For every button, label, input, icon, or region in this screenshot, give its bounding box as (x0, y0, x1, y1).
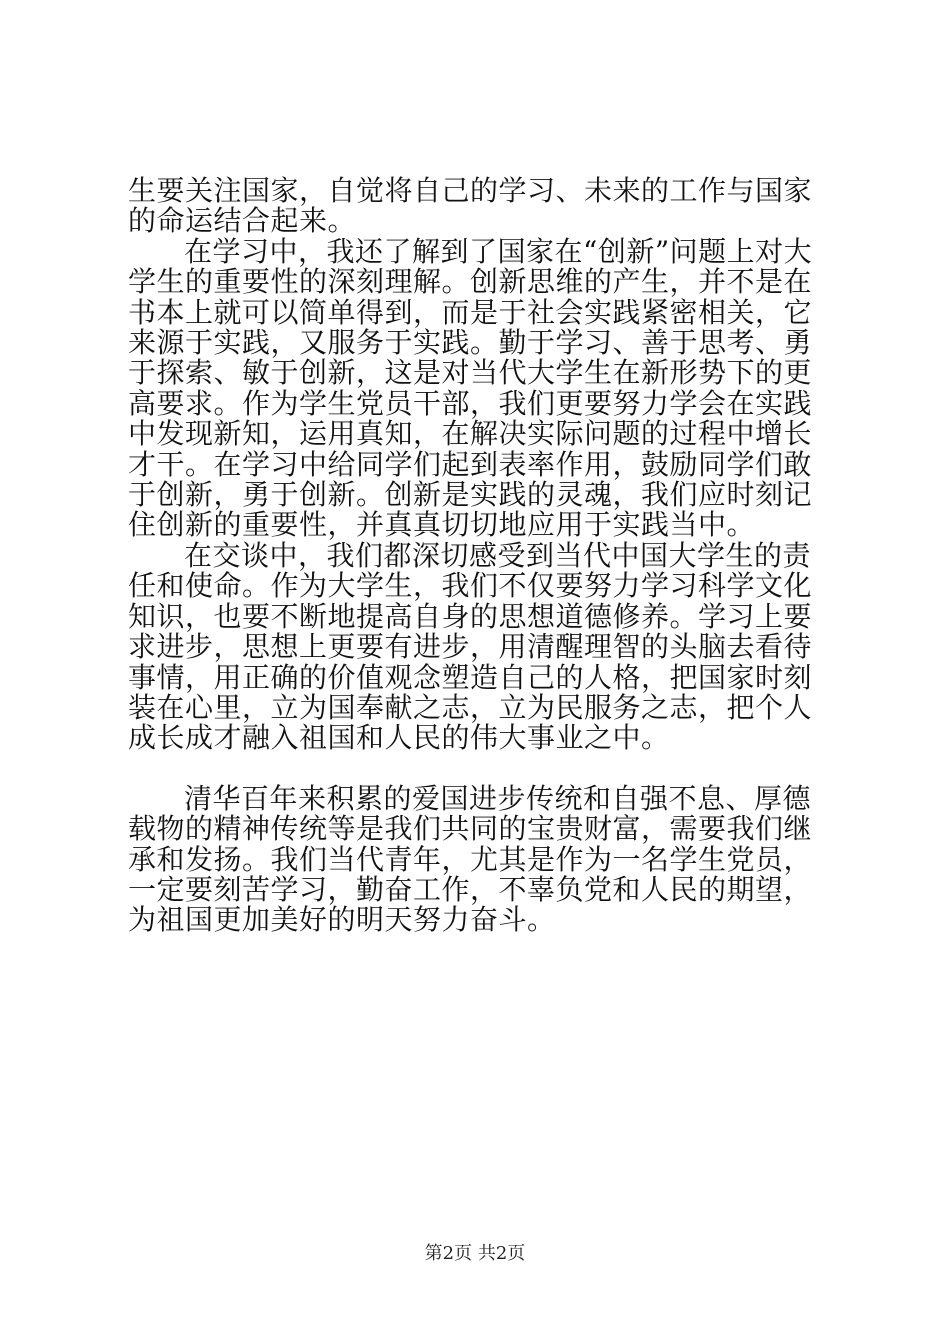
page-number-footer: 第2页 共2页 (424, 1243, 526, 1264)
paragraph-responsibility: 在交谈中，我们都深切感受到当代中国大学生的责任和使命。作为大学生，我们不仅要努力学习科学文化知识，也要不断地提高自身的思想道德修养。学习上要求进步，思想上更要有进步，用清醒理智的头脑去看待事情，用正确的价值观念塑造自己的人格，把国家时刻装在心里，立为国奉献之志，立为民服务之志，把个人成长成才融入祖国和人民的伟大事业之中。 (128, 538, 813, 755)
paragraph-continuation: 生要关注国家，自觉将自己的学习、未来的工作与国家的命运结合起来。 (128, 174, 813, 238)
paragraph-innovation: 在学习中，我还了解到了国家在“创新”问题上对大学生的重要性的深刻理解。创新思维的产生，并不是在书本上就可以简单得到，而是于社会实践紧密相关，它来源于实践，又服务于实践。勤于学习、善于思考、勇于探索、敏于创新，这是对当代大学生在新形势下的更高要求。作为学生党员干部，我们更要努力学会在实践中发现新知，运用真知，在解决实际问题的过程中增长才干。在学习中给同学们起到表率作用，鼓励同学们敢于创新，勇于创新。创新是实践的灵魂，我们应时刻记住创新的重要性，并真真切切地应用于实践当中。 (128, 234, 813, 542)
document-body (128, 176, 818, 936)
paragraph-conclusion: 清华百年来积累的爱国进步传统和自强不息、厚德载物的精神传统等是我们共同的宝贵财富，需要我们继承和发扬。我们当代青年，尤其是作为一名学生党员，一定要刻苦学习，勤奋工作，不辜负党和人民的期望，为祖国更加美好的明天努力奋斗。 (128, 781, 813, 937)
